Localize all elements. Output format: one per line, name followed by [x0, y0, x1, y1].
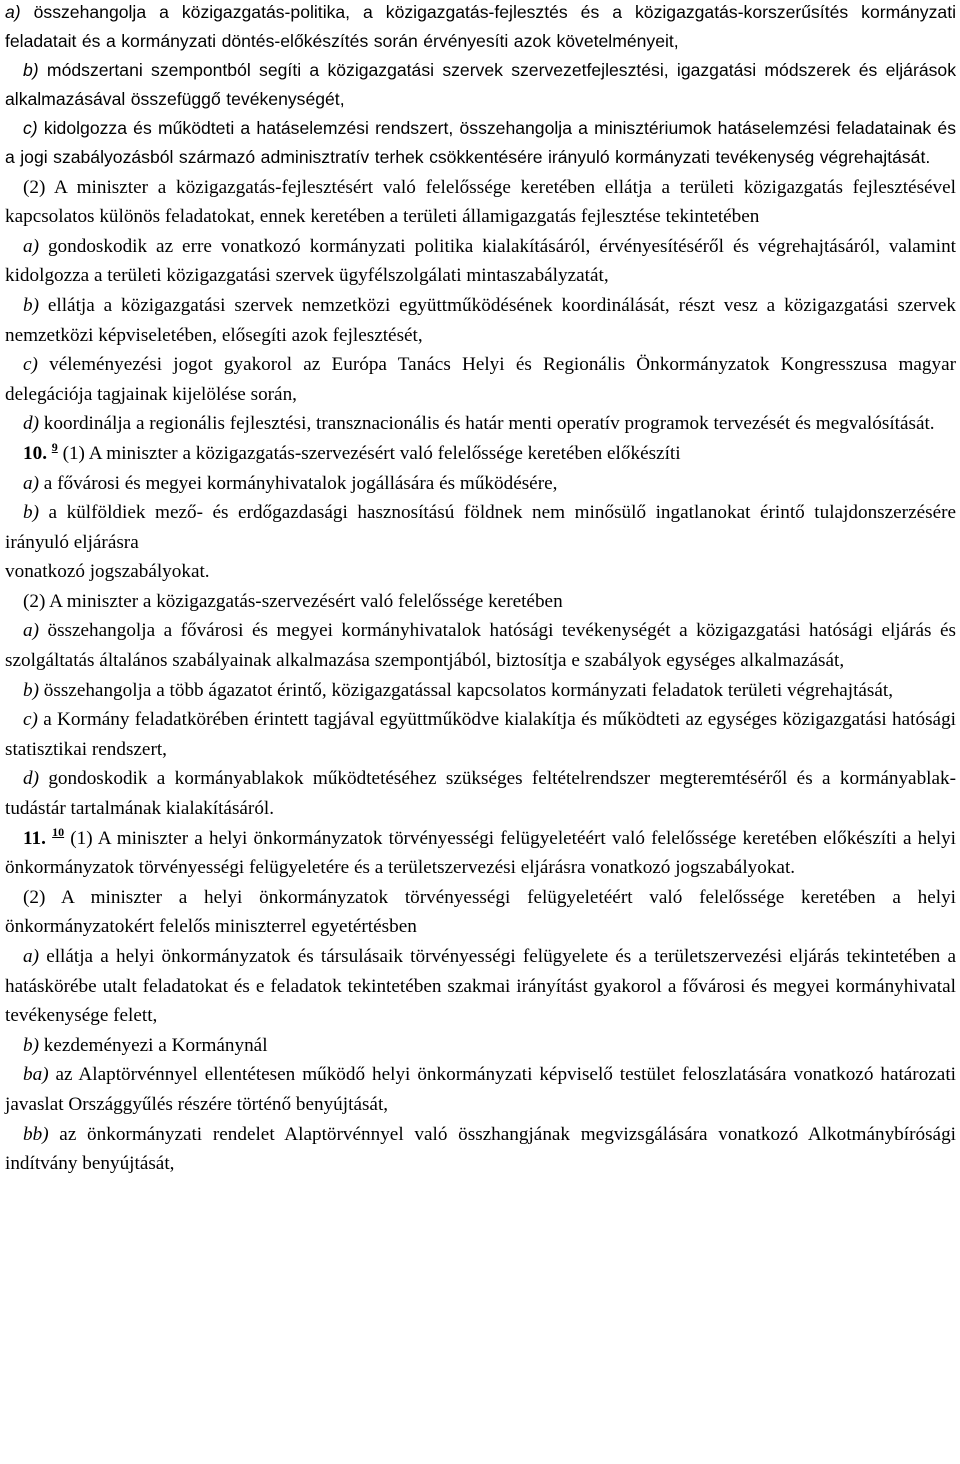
item-label: a): [5, 2, 21, 22]
item-label: b): [23, 502, 39, 524]
item-text: összehangolja a fővárosi és megyei kormányhivatalok hatósági tevékenységét a közigazgatási hatósági eljárás és szolgáltatás általános szabályainak alkalmazása szempontjából, biztosítja e szabályok egységes alkalmazását,: [5, 620, 956, 672]
paragraph-11-2ba: [5, 1060, 956, 1119]
section-number: 10.: [23, 442, 47, 464]
item-label: a): [23, 235, 39, 257]
paragraph-10-1a: [5, 469, 956, 499]
paragraph-10-2d: [5, 764, 956, 823]
item-label: a): [23, 472, 39, 494]
paragraph-1a: [5, 0, 956, 56]
paragraph-text: (2) A miniszter a közigazgatás-fejlesztésért való felelőssége keretében ellátja a területi közigazgatás fejlesztésével kapcsolatos különös feladatokat, ennek keretében a területi államigazgatás fejlesztése tekintetében: [5, 176, 956, 228]
item-text: az önkormányzati rendelet Alaptörvénnyel való összhangjának megvizsgálására vonatkozó Alkotmánybírósági indítvány benyújtását,: [5, 1123, 956, 1175]
item-text: módszertani szempontból segíti a közigazgatási szervek szervezetfejlesztési, igazgatási módszerek és eljárások alkalmazásával összefüggő tevékenységét,: [5, 60, 956, 110]
paragraph-1c: [5, 114, 956, 172]
item-label: b): [23, 294, 39, 316]
item-label: c): [23, 354, 38, 376]
item-text: koordinálja a regionális fejlesztési, transznacionális és határ menti operatív programok tervezését és megvalósítását.: [38, 413, 935, 435]
section-11-1: [5, 824, 956, 883]
paragraph-9-2a: [5, 232, 956, 291]
paragraph-9-2d: [5, 409, 956, 439]
paragraph-10-1b: [5, 498, 956, 557]
item-label: bb): [23, 1123, 49, 1145]
footnote-link[interactable]: 9: [51, 439, 58, 454]
section-10-1: [5, 439, 956, 469]
item-text: összehangolja a közigazgatás-politika, a közigazgatás-fejlesztés és a közigazgatás-korszerűsítés kormányzati feladatait és a kormányzati döntés-előkészítés során érvényesíti azok követelményeit,: [5, 2, 956, 52]
item-text: az Alaptörvénnyel ellentétesen működő helyi önkormányzati képviselő testület feloszlatására vonatkozó határozati javaslat Országgyűlés részére történő benyújtását,: [5, 1064, 956, 1115]
item-text: kezdeményezi a Kormánynál: [38, 1034, 268, 1056]
paragraph-11-2a: [5, 942, 956, 1031]
item-label: b): [23, 1034, 39, 1056]
paragraph-text: (2) A miniszter a közigazgatás-szervezésért való felelőssége keretében: [23, 590, 563, 612]
item-label: ba): [23, 1064, 49, 1086]
item-label: c): [23, 118, 38, 139]
paragraph-10-1-closing: [5, 557, 956, 587]
paragraph-11-2: [5, 883, 956, 942]
item-label: d): [23, 413, 39, 435]
paragraph-10-2b: [5, 676, 956, 706]
item-text: véleményezési jogot gyakorol az Európa Tanács Helyi és Regionális Önkormányzatok Kongresszusa magyar delegációja tagjainak kijelölése során,: [5, 354, 956, 405]
item-text: a Kormány feladatkörében érintett tagjával együttműködve kialakítja és működteti az egységes közigazgatási hatósági statisztikai rendszert,: [5, 709, 956, 760]
section-number: 11.: [23, 827, 46, 849]
item-text: gondoskodik az erre vonatkozó kormányzati politika kialakításáról, érvényesítéséről és végrehajtásáról, valamint kidolgozza a területi közigazgatási szervek ügyfélszolgálati mintaszabályzatát,: [5, 235, 956, 287]
item-text: a külföldiek mező- és erdőgazdasági hasznosítású földnek nem minősülő ingatlanokat érintő tulajdonszerzésére irányuló eljárásra: [5, 502, 956, 553]
item-text: a fővárosi és megyei kormányhivatalok jogállására és működésére,: [38, 472, 558, 494]
item-text: összehangolja a több ágazatot érintő, közigazgatással kapcsolatos kormányzati feladatok területi végrehajtását,: [38, 679, 894, 701]
paragraph-11-2bb: [5, 1120, 956, 1179]
item-label: b): [23, 679, 39, 701]
paragraph-text: (2) A miniszter a helyi önkormányzatok törvényességi felügyeletéért való felelőssége keretében a helyi önkormányzatokért felelős miniszterrel egyetértésben: [5, 886, 956, 938]
item-text: ellátja a közigazgatási szervek nemzetközi együttműködésének koordinálását, részt vesz a közigazgatási szervek nemzetközi képviseletében, elősegíti azok fejlesztését,: [5, 294, 956, 346]
item-label: b): [23, 60, 39, 81]
item-label: d): [23, 768, 39, 790]
paragraph-9-2: [5, 173, 956, 232]
paragraph-10-2c: [5, 705, 956, 764]
paragraph-11-2b: [5, 1031, 956, 1061]
paragraph-10-2a: [5, 616, 956, 675]
item-label: a): [23, 946, 39, 967]
paragraph-1b: [5, 56, 956, 114]
footnote-link[interactable]: 10: [52, 824, 65, 839]
paragraph-text: vonatkozó jogszabályokat.: [5, 561, 210, 583]
paragraph-text: (1) A miniszter a helyi önkormányzatok törvényességi felügyeletéért való felelőssége keretében előkészíti a helyi önkormányzatok törvényességi felügyeletére és a területszervezési eljárásra vonatkozó jogszabályokat.: [5, 827, 956, 879]
item-label: a): [23, 620, 39, 642]
paragraph-10-2: [5, 587, 956, 617]
paragraph-9-2b: [5, 291, 956, 350]
item-text: ellátja a helyi önkormányzatok és társulásaik törvényességi felügyelete és a területszervezési eljárás tekintetében a hatáskörébe utalt feladatokat és e feladatok tekintetében szakmai irányítást gyakorol a fővárosi és megyei kormányhivatal tevékenysége felett,: [5, 946, 956, 1027]
item-text: gondoskodik a kormányablakok működtetéséhez szükséges feltételrendszer megteremtéséről és a kormányablak-tudástár tartalmának kialakításáról.: [5, 768, 956, 820]
item-label: c): [23, 709, 38, 731]
item-text: kidolgozza és működteti a hatáselemzési rendszert, összehangolja a minisztériumok hatáselemzési feladatainak és a jogi szabályozásból származó adminisztratív terhek csökkentésére irányuló kormányzati tevékenység végrehajtását.: [5, 118, 956, 168]
paragraph-9-2c: [5, 350, 956, 409]
paragraph-text: (1) A miniszter a közigazgatás-szervezésért való felelőssége keretében előkészíti: [57, 442, 681, 464]
